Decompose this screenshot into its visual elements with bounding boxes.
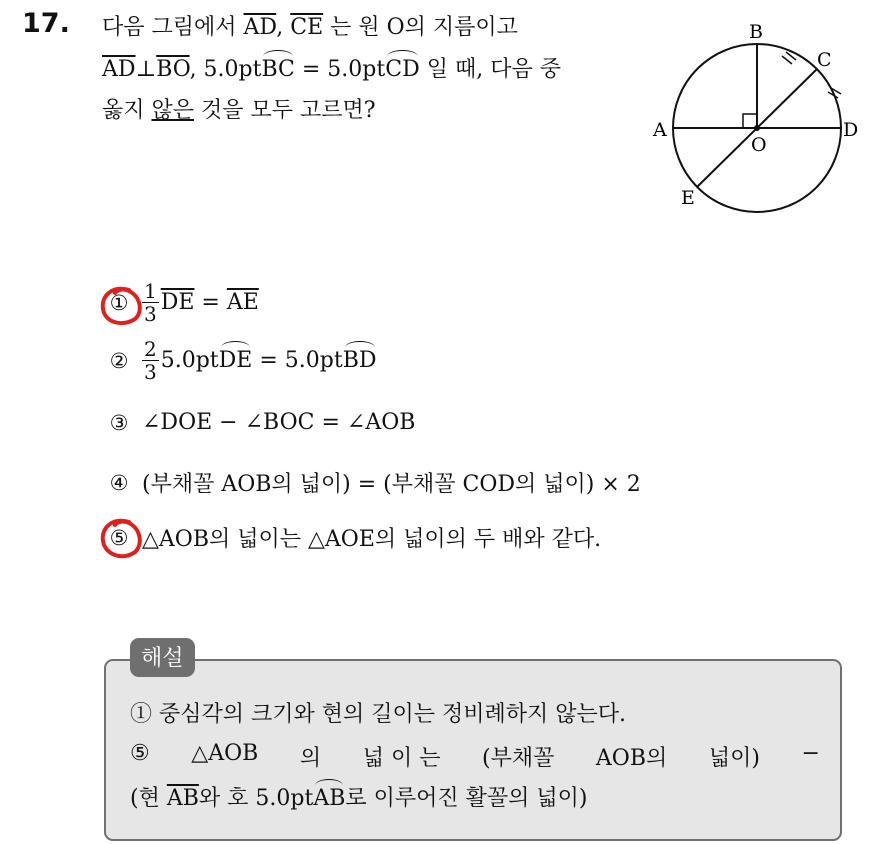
label-b: B	[749, 21, 763, 43]
red-answer-circle-1	[99, 285, 145, 329]
tick-bc-1	[782, 56, 792, 64]
explanation-tab: 해설	[130, 638, 195, 677]
choice-4-text: (부채꼴 AOB의 넓이) = (부채꼴 COD의 넓이) × 2	[142, 472, 641, 497]
label-c: C	[817, 49, 832, 71]
choice-5-number: ⑤	[109, 525, 129, 550]
choice-1-number: ①	[109, 290, 129, 315]
choice-5-text: △AOB의 넓이는 △AOE의 넓이의 두 배와 같다.	[142, 527, 602, 552]
choice-5	[104, 522, 601, 553]
fraction-two-thirds: $\frac{2}{3}$	[144, 337, 157, 384]
fraction-one-third: $\frac{1}{3}$	[144, 279, 157, 326]
explanation-line-3: (현 $\overline{AB}$와 호 5.0ptAB로 이루어진 활꼴의 넓이)	[130, 786, 588, 811]
choice-3-number: ③	[109, 410, 129, 435]
circle-diagram	[645, 18, 865, 218]
question-number: 17.	[22, 8, 70, 39]
choice-1: ① $\frac{1}{3}$ $\overline{DE}$ = $\overline{AE}$	[104, 280, 259, 325]
choice-4	[104, 467, 641, 498]
red-answer-circle-5	[99, 517, 145, 563]
label-o: O	[751, 134, 767, 156]
choice-2: ② $\frac{2}{3}$ 5.0pt DE = 5.0pt BD	[104, 338, 377, 383]
explanation-line-1: ① 중심각의 크기와 현의 길이는 정비례하지 않는다.	[130, 702, 626, 727]
label-e: E	[681, 187, 695, 209]
choice-3-text: ∠DOE − ∠BOC = ∠AOB	[142, 410, 416, 435]
question-line-3: 옳지 않은 것을 모두 고르면?	[102, 98, 376, 123]
choice-3	[104, 410, 415, 435]
center-point	[754, 125, 760, 131]
choice-4-number: ④	[109, 470, 129, 495]
choice-2-number: ②	[109, 348, 129, 373]
label-d: D	[843, 119, 859, 141]
question-line-1: 다음 그림에서 $\overline{AD}$, $\overline{CE}$ 는 원 O의 지름이고	[102, 15, 518, 40]
label-a: A	[653, 119, 667, 141]
explanation-line-2: ⑤ △AOB 의 넓 이 는 (부채꼴 AOB의 넓이) −	[130, 741, 820, 771]
question-line-2: $\overline{AD}\perp\overline{BO}$, 5.0ptBC = 5.0ptCD 일 때, 다음 중	[102, 57, 561, 82]
